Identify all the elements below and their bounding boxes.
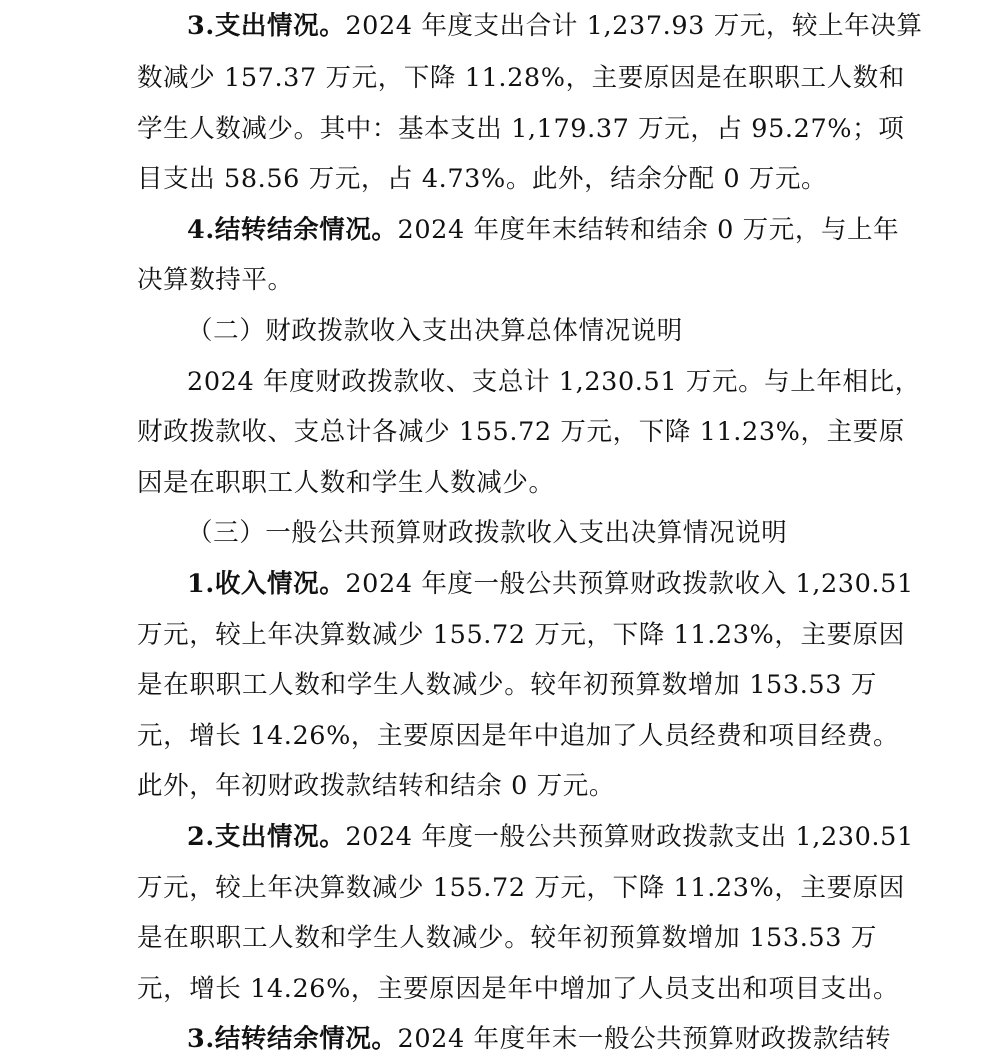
line-text: 2024 年度财政拨款收、支总计 1,230.51 万元。与上年相比， bbox=[187, 367, 921, 397]
paragraph-line bbox=[137, 719, 900, 753]
line-text: 2024 年度支出合计 1,237.93 万元，较上年决算 bbox=[345, 11, 923, 41]
heading-carryover-2: 3.结转结余情况。 bbox=[187, 1024, 398, 1054]
line-text: 财政拨款收、支总计各减少 155.72 万元，下降 11.23%，主要原 bbox=[137, 417, 905, 447]
line-text: 学生人数减少。其中：基本支出 1,179.37 万元，占 95.27%；项 bbox=[137, 114, 905, 144]
paragraph-line bbox=[187, 365, 921, 399]
heading-carryover: 4.结转结余情况。 bbox=[187, 215, 398, 245]
line-text: 万元，较上年决算数减少 155.72 万元，下降 11.23%，主要原因 bbox=[137, 620, 905, 650]
paragraph-line bbox=[137, 972, 900, 1006]
heading-expenditure: 3.支出情况。 bbox=[187, 11, 346, 41]
paragraph-line bbox=[187, 9, 923, 43]
line-text: 2024 年度年末结转和结余 0 万元，与上年 bbox=[397, 215, 900, 245]
line-text: 目支出 58.56 万元，占 4.73%。此外，结余分配 0 万元。 bbox=[137, 164, 828, 194]
line-text: 2024 年度一般公共预算财政拨款收入 1,230.51 bbox=[345, 569, 914, 599]
paragraph-line bbox=[137, 112, 905, 146]
paragraph-line bbox=[137, 618, 905, 652]
line-text: 因是在职职工人数和学生人数减少。 bbox=[137, 468, 555, 498]
paragraph-line bbox=[137, 415, 905, 449]
line-text: 元，增长 14.26%，主要原因是年中追加了人员经费和项目经费。 bbox=[137, 721, 900, 751]
paragraph-line bbox=[187, 567, 914, 601]
line-text: 是在职职工人数和学生人数减少。较年初预算数增加 153.53 万 bbox=[137, 923, 877, 953]
paragraph-line bbox=[137, 466, 555, 500]
section-title: （三）一般公共预算财政拨款收入支出决算情况说明 bbox=[187, 518, 788, 548]
paragraph-line bbox=[137, 871, 905, 905]
paragraph-line bbox=[187, 820, 914, 854]
line-text: 2024 年度年末一般公共预算财政拨款结转 bbox=[397, 1024, 892, 1054]
heading-expenditure-2: 2.支出情况。 bbox=[187, 822, 346, 852]
section-title: （二）财政拨款收入支出决算总体情况说明 bbox=[187, 316, 683, 346]
section-heading-3 bbox=[187, 516, 787, 550]
paragraph-line bbox=[187, 213, 900, 247]
paragraph-line bbox=[137, 769, 615, 803]
paragraph-line bbox=[137, 668, 877, 702]
paragraph-line bbox=[137, 162, 827, 196]
paragraph-line bbox=[137, 921, 877, 955]
line-text: 元，增长 14.26%，主要原因是年中增加了人员支出和项目支出。 bbox=[137, 974, 900, 1004]
section-heading-2 bbox=[187, 314, 683, 348]
line-text: 决算数持平。 bbox=[137, 265, 294, 295]
paragraph-line bbox=[137, 61, 905, 95]
heading-income: 1.收入情况。 bbox=[187, 569, 346, 599]
line-text: 2024 年度一般公共预算财政拨款支出 1,230.51 bbox=[345, 822, 914, 852]
line-text: 此外，年初财政拨款结转和结余 0 万元。 bbox=[137, 771, 615, 801]
line-text: 万元，较上年决算数减少 155.72 万元，下降 11.23%，主要原因 bbox=[137, 873, 905, 903]
paragraph-line bbox=[137, 263, 294, 297]
paragraph-line bbox=[187, 1022, 892, 1056]
line-text: 是在职职工人数和学生人数减少。较年初预算数增加 153.53 万 bbox=[137, 670, 877, 700]
line-text: 数减少 157.37 万元，下降 11.28%，主要原因是在职职工人数和 bbox=[137, 63, 905, 93]
